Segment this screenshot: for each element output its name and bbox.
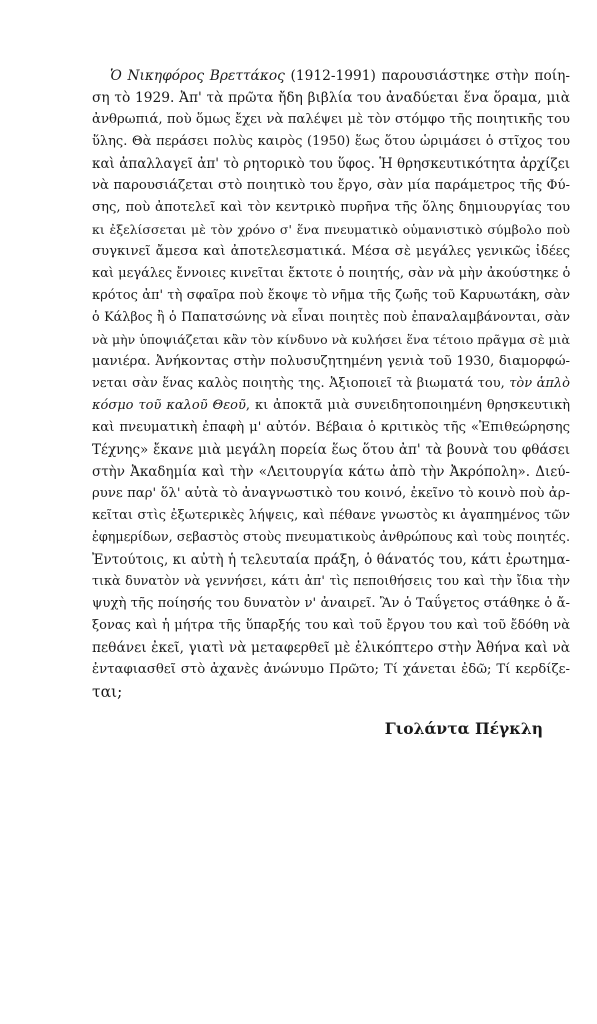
italic-text-run: τὸν ἁπλὸ <box>509 376 570 391</box>
text-line <box>92 505 570 527</box>
text-run: ὕλης. Θὰ περάσει πολὺς καιρὸς (1950) ἕως ὅτου ὡριμάσει ὁ στῖχος του <box>92 134 570 149</box>
author-signature: Γιολάντα Πέγκλη <box>384 719 543 738</box>
text-line <box>92 527 570 549</box>
text-run: νεται σὰν ἕνας καλὸς ποιητὴς της. Ἀξιοποιεῖ τὰ βιωματά του, <box>92 376 510 391</box>
text-line <box>92 615 570 637</box>
text-run: στὴν Ἀκαδημία καὶ τὴν «Λειτουργία κάτω ἀπὸ τὴν Ἀκρόπολη». Διεύ- <box>92 464 570 480</box>
text-run: Ἐντούτοις, κι αὐτὴ ἡ τελευταία πράξη, ὁ θάνατός του, κάτι ἐρωτημα- <box>92 552 570 568</box>
text-line <box>92 197 570 219</box>
text-line <box>92 417 570 439</box>
text-run: σης, ποὺ ἀποτελεῖ καὶ τὸν κεντρικὸ πυρῆνα τῆς ὅλης δημιουργίας του <box>92 200 570 215</box>
text-run: τικὰ δυνατὸν νὰ γεννήσει, κάτι ἀπ' τὶς πεποιθήσεις του καὶ τὴν ἴδια τὴν <box>92 574 570 589</box>
text-run: κρότος ἀπ' τὴ σφαῖρα ποὺ ἔκοψε τὸ νῆμα τῆς ζωῆς τοῦ Καρυωτάκη, σὰν <box>92 288 570 303</box>
text-run: νὰ παρουσιάζεται στὸ ποιητικὸ του ἔργο, σὰν μία παράμετρος τῆς Φύ- <box>92 178 570 193</box>
text-line <box>92 87 570 109</box>
text-line <box>92 395 570 417</box>
italic-text-run: Ὁ Νικηφόρος Βρεττάκος <box>110 68 285 84</box>
text-run: ση τὸ 1929. Ἀπ' τὰ πρῶτα ἤδη βιβλία του ἀναδύεται ἕνα ὅραμα, μιὰ <box>92 90 570 106</box>
text-run: συγκινεῖ ἄμεσα καὶ ἀποτελεσματικά. Μέσα σὲ μεγάλες γενικῶς ἰδέες <box>92 244 570 259</box>
text-run: κεῖται στὶς ἐξωτερικὲς λήψεις, καὶ πέθανε γνωστὸς κι ἀγαπημένος τῶν <box>92 508 570 523</box>
text-run: ξονας καὶ ἡ μήτρα τῆς ὕπαρξής του καὶ τοῦ ἔργου του καὶ τοῦ ἔδόθη νὰ <box>92 618 570 633</box>
text-line <box>92 439 570 461</box>
text-run: ἐνταφιασθεῖ στὸ ἀχανὲς ἀνώνυμο Πρῶτο; Τί χάνεται ἐδῶ; Τί κερδίζε- <box>92 662 570 677</box>
text-run: ἀνθρωπιά, ποὺ ὅμως ἔχει νὰ παλέψει μὲ τὸν στόμφο τῆς ποιητικῆς του <box>92 112 570 127</box>
text-run: πεθάνει ἐκεῖ, γιατὶ νὰ μεταφερθεῖ μὲ ἑλικόπτερο στὴν Ἀθήνα καὶ νὰ <box>92 640 570 656</box>
text-line <box>92 131 570 153</box>
text-run: ἐφημερίδων, σεβαστὸς στοὺς πνευματικοὺς ἀνθρώπους καὶ τοὺς ποιητές. <box>92 530 570 545</box>
text-run: Τέχνης» ἔκανε μιὰ μεγάλη πορεία ἕως ὅτου ἀπ' τὰ βουνὰ του φθάσει <box>92 442 570 458</box>
text-line <box>92 219 570 241</box>
text-line <box>92 153 570 175</box>
text-line <box>92 483 570 505</box>
text-line <box>92 329 570 351</box>
text-line <box>92 241 570 263</box>
text-line <box>92 285 570 307</box>
text-run: ρυνε παρ' ὅλ' αὐτὰ τὸ ἀναγνωστικὸ του κοινό, ἐκεῖνο τὸ κοινὸ ποὺ ἀρ- <box>92 486 570 501</box>
text-run: ὁ Κάλβος ἢ ὁ Παπατσώνης νὰ εἶναι ποιητὲς ποὺ ἐπαναλαμβάνονται, σὰν <box>92 310 570 325</box>
text-line <box>92 307 570 329</box>
text-line <box>92 549 570 571</box>
text-run: , κι ἀποκτᾶ μιὰ συνειδητοποιημένη θρησκευτικὴ <box>245 398 570 413</box>
text-run: καὶ ἀπαλλαγεῖ ἀπ' τὸ ρητορικὸ του ὕφος. Ἡ θρησκευτικότητα ἀρχίζει <box>92 156 570 172</box>
text-run: καὶ πνευματικὴ ἐπαφὴ μ' αὐτόν. Βέβαια ὁ κριτικὸς τῆς «Ἐπιθεώρησης <box>92 420 570 435</box>
text-line <box>92 461 570 483</box>
text-run: κι ἐξελίσσεται μὲ τὸν χρόνο σ' ἕνα πνευματικὸ οὑμανιστικὸ σύμβολο ποὺ <box>92 222 570 237</box>
text-line <box>92 65 570 87</box>
text-line <box>92 571 570 593</box>
text-line <box>92 373 570 395</box>
text-line <box>92 351 570 373</box>
text-line <box>92 175 570 197</box>
text-run: νὰ μὴν ὑποψιάζεται κἂν τὸν κίνδυνο νὰ κυλήσει ἕνα τέτοιο πρᾶγμα σὲ μιὰ <box>92 332 570 347</box>
text-run: (1912-1991) παρουσιάστηκε στὴν ποίη- <box>284 68 571 84</box>
text-line <box>92 681 570 703</box>
essay-paragraph <box>92 65 570 703</box>
text-run: ται; <box>92 683 123 701</box>
text-line <box>92 593 570 615</box>
italic-text-run: κόσμο τοῦ καλοῦ Θεοῦ <box>92 398 246 413</box>
text-line <box>92 109 570 131</box>
text-line <box>92 637 570 659</box>
text-run: μανιέρα. Ἀνήκοντας στὴν πολυσυζητημένη γενιὰ τοῦ 1930, διαμορφώ- <box>92 354 570 369</box>
text-run: καὶ μεγάλες ἔννοιες κινεῖται ἔκτοτε ὁ ποιητής, σὰν νὰ μὴν ἀκούστηκε ὁ <box>92 266 571 281</box>
text-line <box>92 659 570 681</box>
text-line <box>92 263 570 285</box>
text-run: ψυχὴ τῆς ποίησής του δυνατὸν ν' ἀναιρεῖ. Ἂν ὁ Ταΰγετος στάθηκε ὁ ἄ- <box>92 596 570 611</box>
